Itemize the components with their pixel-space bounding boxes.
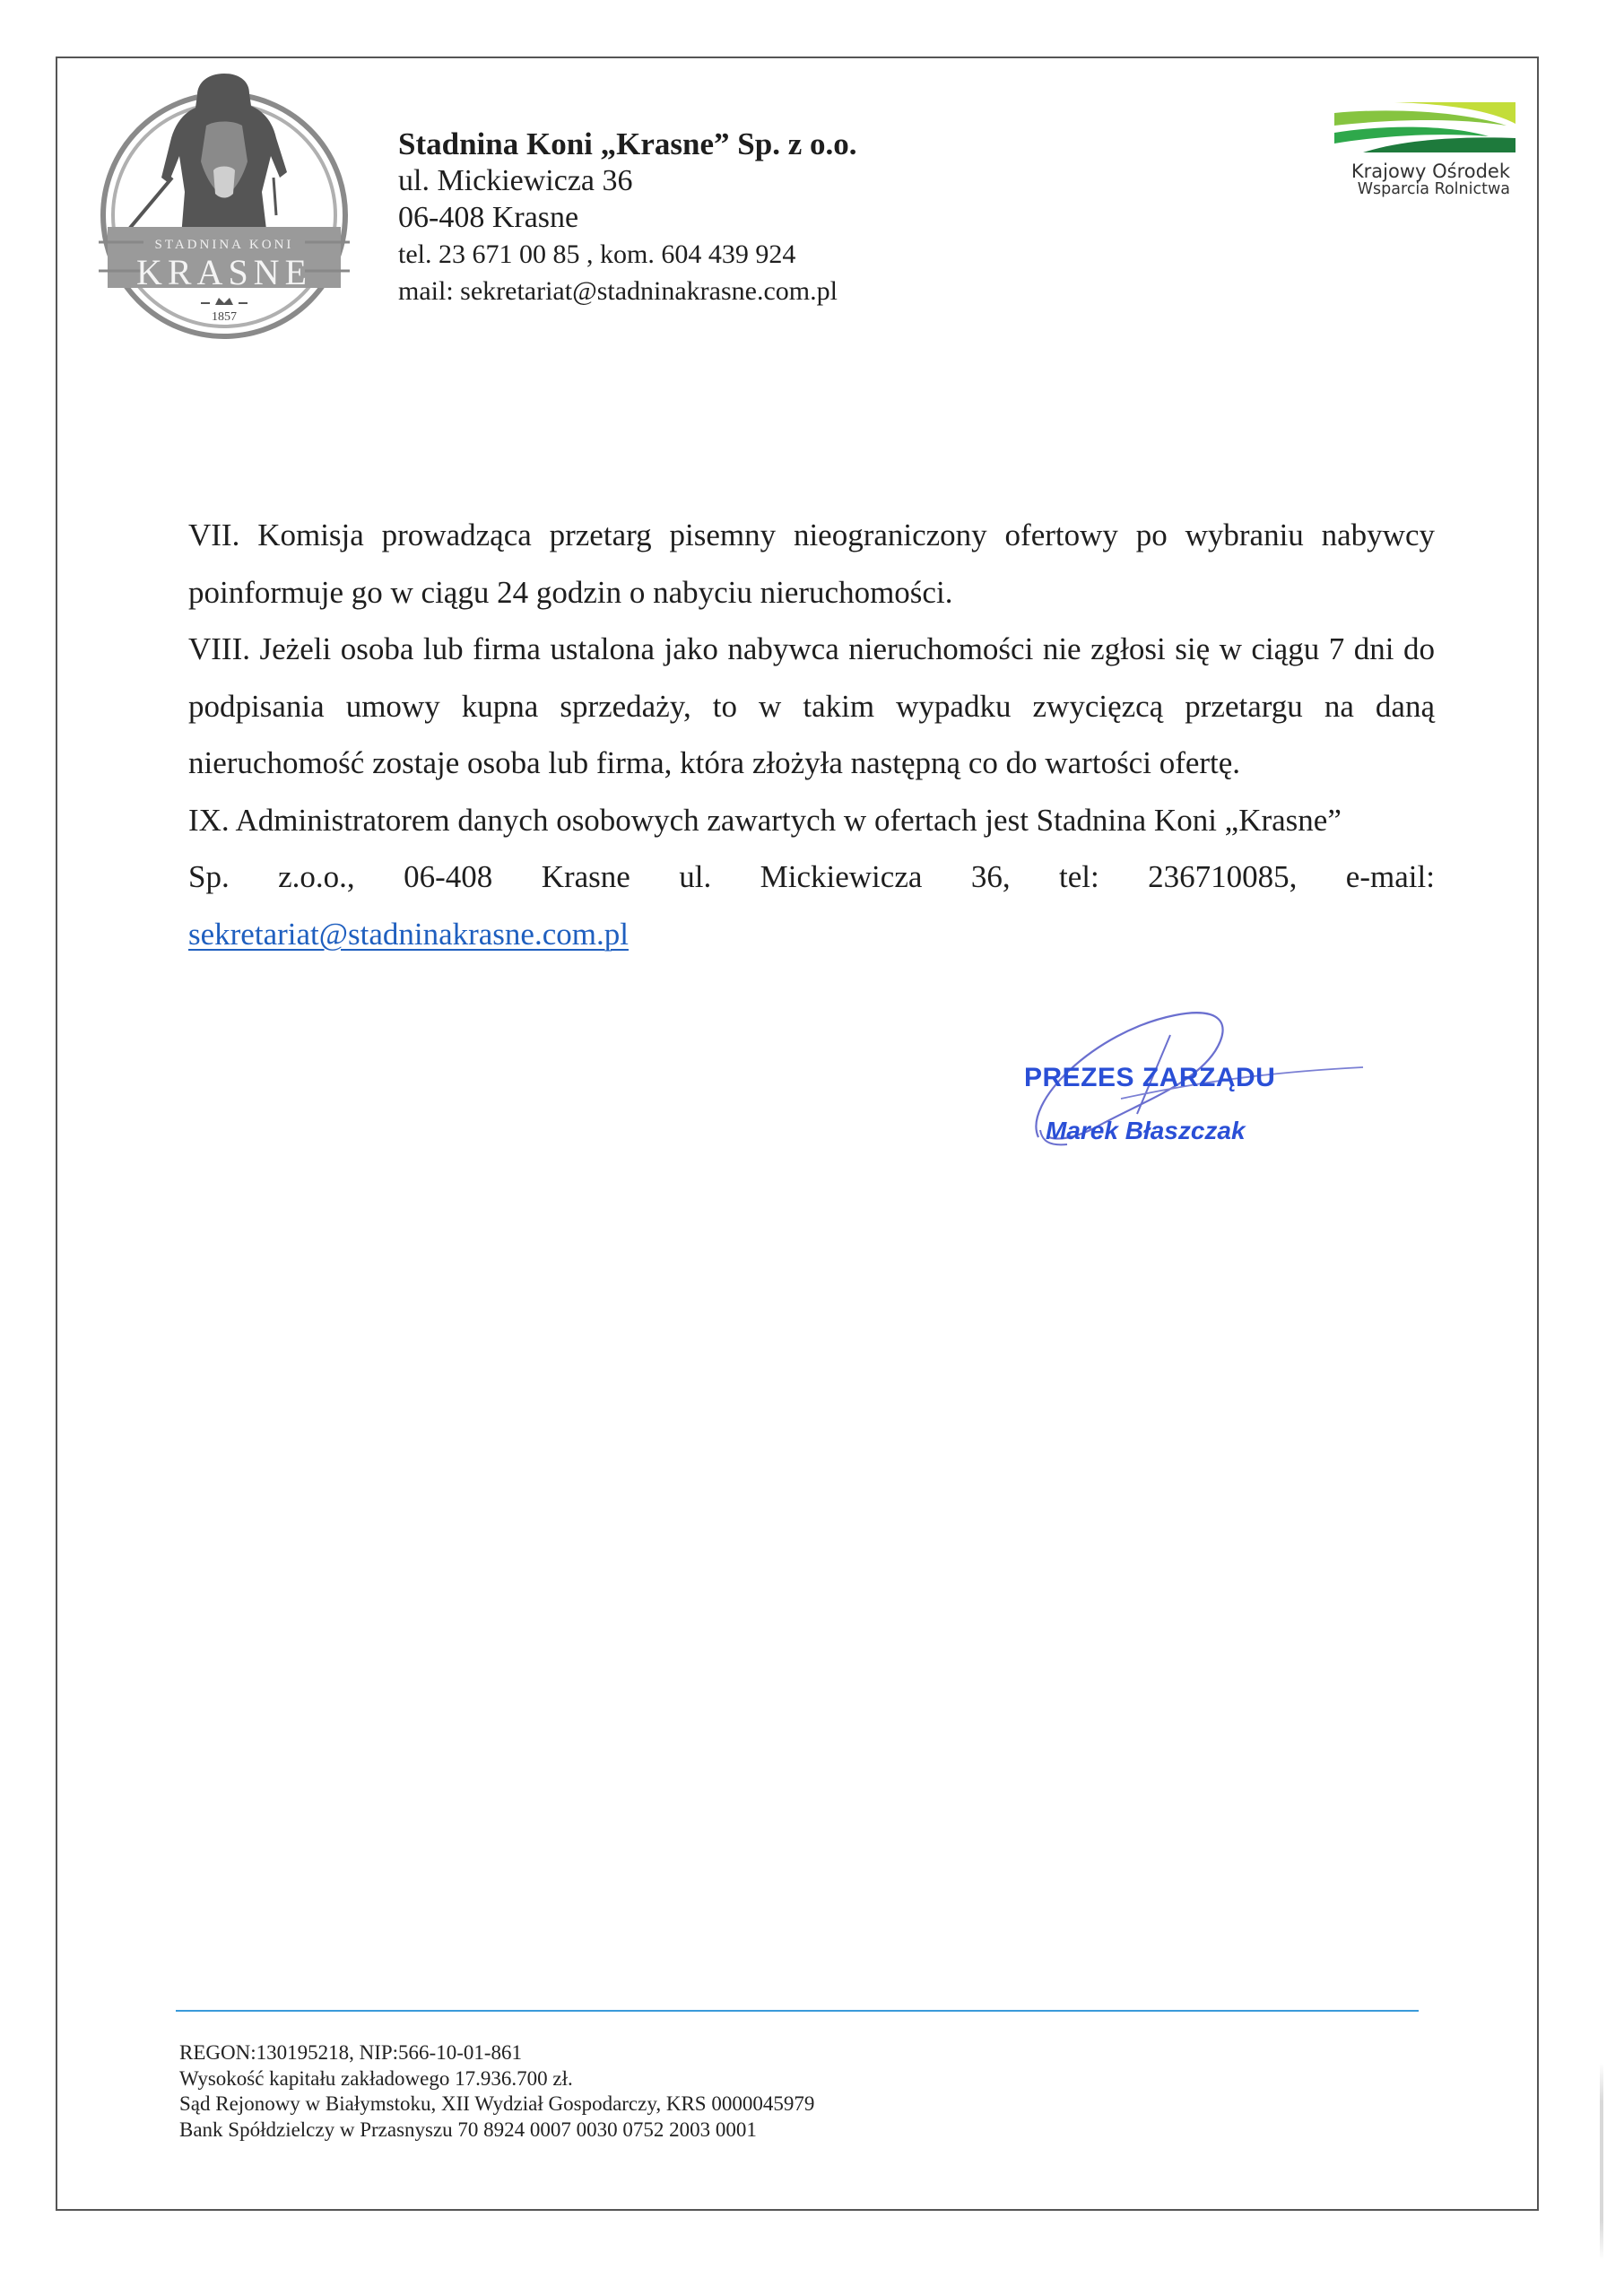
company-city: 06-408 Krasne [398,201,579,234]
email-link[interactable]: sekretariat@stadninakrasne.com.pl [188,916,629,952]
kowr-line2: Wsparcia Rolnictwa [1357,180,1510,198]
company-mail: mail: sekretariat@stadninakrasne.com.pl [398,276,838,306]
company-street: ul. Mickiewicza 36 [398,164,633,197]
stamp-name: Marek Błaszczak [1046,1117,1246,1144]
document-body [188,507,1435,962]
company-phone: tel. 23 671 00 85 , kom. 604 439 924 [398,239,796,269]
ix-word: 06-408 [404,859,493,894]
ix-word: z.o.o., [278,859,355,894]
signature-stamp [986,996,1399,1175]
footer-regon-nip: REGON:130195218, NIP:566-10-01-861 [179,2041,523,2064]
logo-ring-text: STADNINA KONI [154,238,294,252]
footer-divider [176,2010,1419,2012]
footer-bank: Bank Spółdzielczy w Przasnyszu 70 8924 0007 0030 0752 2003 0001 [179,2118,757,2141]
company-header [398,126,857,309]
footer-capital: Wysokość kapitału zakładowego 17.936.700 zł. [179,2066,573,2090]
section-vii: VII. Komisja prowadząca przetarg pisemny nieograniczony ofertowy po wybraniu nabywcy poinformuje go w ciągu 24 godzin o nabyciu nieruchomości. [188,517,1435,610]
horse-rider-emblem-icon [90,63,359,345]
logo-main-text: KRASNE [135,252,313,292]
footer-court: Sąd Rejonowy w Białymstoku, XII Wydział Gospodarczy, KRS 0000045979 [179,2092,815,2115]
footer [179,2040,814,2143]
logo-year: 1857 [212,310,237,324]
scan-edge-shadow [1600,2063,1603,2260]
kowr-fields-icon [1327,97,1515,152]
kowr-logo [1327,97,1515,198]
kowr-line1: Krajowy Ośrodek [1350,161,1510,182]
krasne-logo [90,63,359,345]
ix-word: tel: [1058,859,1099,894]
ix-word: e-mail: [1345,859,1435,894]
ix-word: Sp. [188,859,230,894]
ix-word: ul. [679,859,712,894]
ix-word: Mickiewicza [760,859,923,894]
section-viii: VIII. Jeżeli osoba lub firma ustalona jako nabywca nieruchomości nie zgłosi się w ciągu 7 dni do podpisania umowy kupna sprzedaży, to w takim wypadku zwycięzcą przetargu na daną nieruchomość zostaje osoba lub firma, która złożyła następną co do wartości ofertę. [188,631,1435,780]
ix-word: Krasne [541,859,630,894]
ix-word: 36, [970,859,1011,894]
section-ix-line2 [188,848,1435,906]
company-name: Stadnina Koni „Krasne” Sp. z o.o. [398,126,857,161]
ix-word: 236710085, [1148,859,1298,894]
stamp-title: PREZES ZARZĄDU [1024,1063,1276,1092]
section-ix-line1: IX. Administratorem danych osobowych zawartych w ofertach jest Stadnina Koni „Krasne” [188,802,1342,838]
